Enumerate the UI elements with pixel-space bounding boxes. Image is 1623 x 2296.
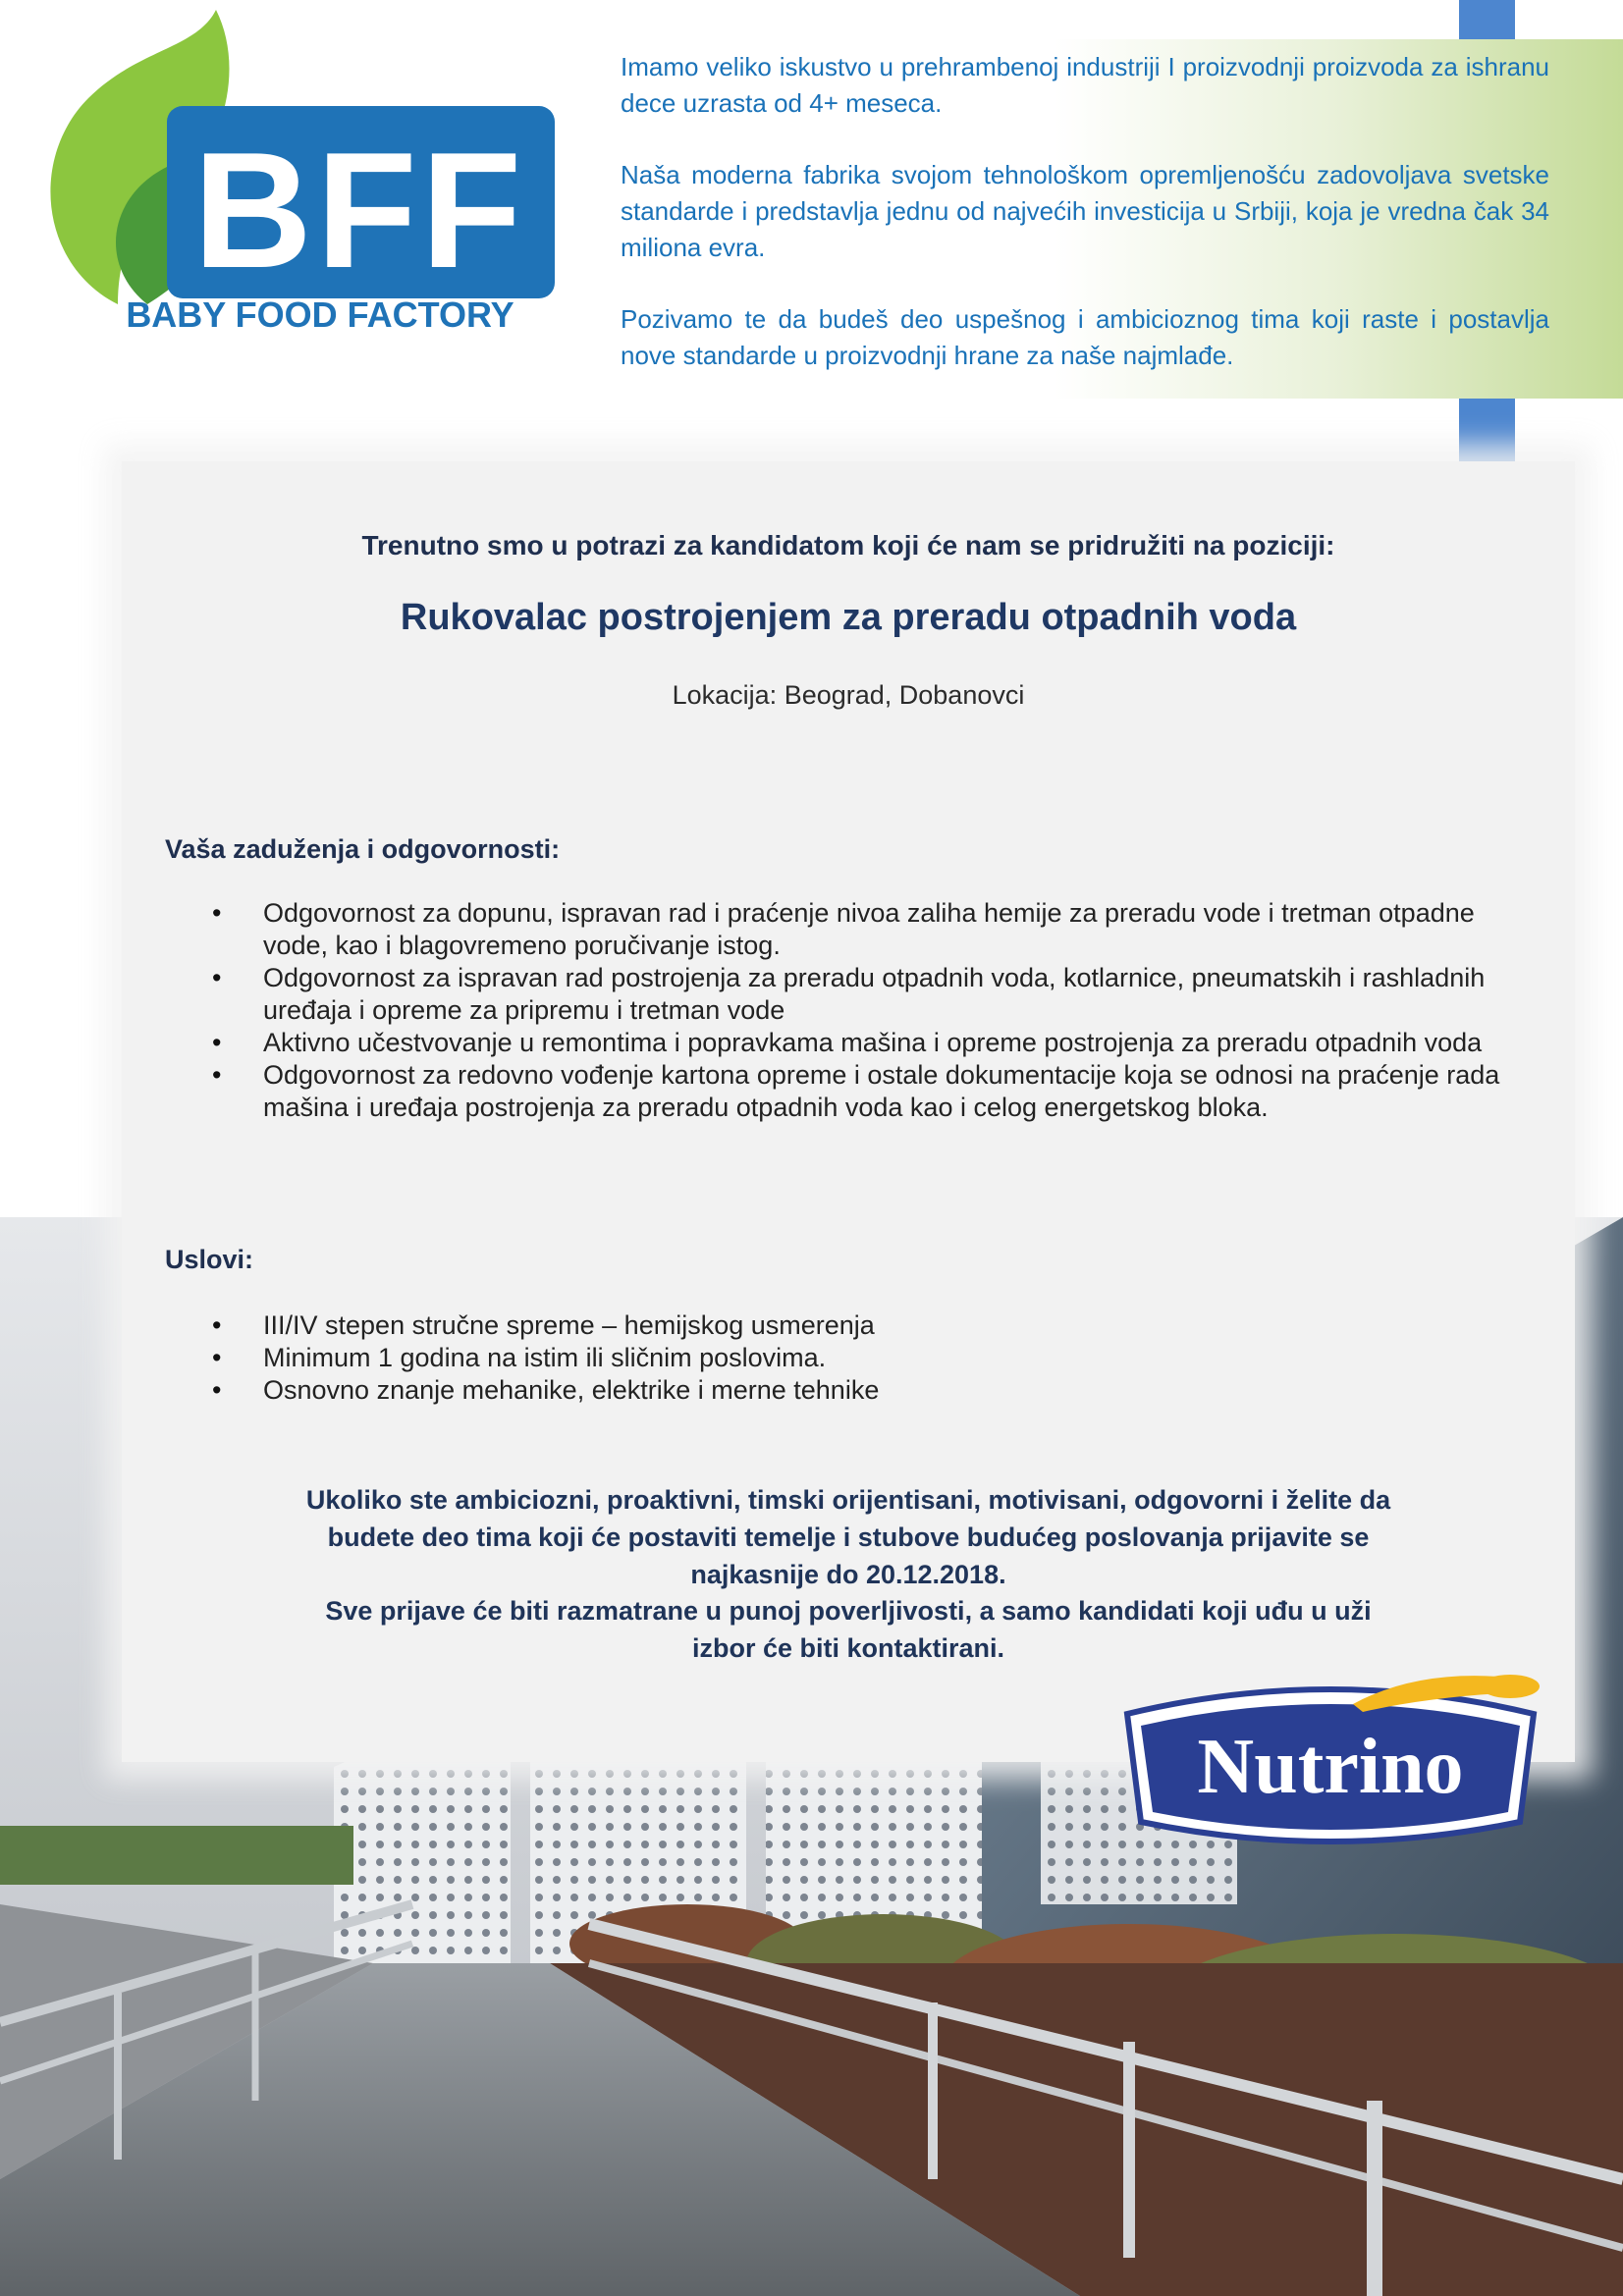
intro-paragraph-3: Pozivamo te da budeš deo uspešnog i ambicioznog tima koji raste i postavlja nove standarde u proizvodnji hrane za naše najmlađe.	[621, 304, 1549, 370]
list-item: • Minimum 1 godina na istim ili sličnim poslovima.	[212, 1342, 1292, 1374]
conditions-list	[212, 1309, 1292, 1407]
job-intro-line: Trenutno smo u potrazi za kandidatom koji će nam se pridružiti na poziciji:	[361, 530, 1335, 561]
list-item: • Odgovornost za ispravan rad postrojenja za preradu otpadnih voda, kotlarnice, pneumatskih i rashladnih uređaja i opreme za pripremu i tretman vode	[212, 962, 1528, 1027]
list-item: • III/IV stepen stručne spreme – hemijskog usmerenja	[212, 1309, 1292, 1342]
closing-privacy-note: Sve prijave će biti razmatrane u punoj poverljivosti, a samo kandidati koji uđu u uži izbor će biti kontaktirani.	[325, 1596, 1372, 1663]
conditions-heading: Uslovi:	[165, 1245, 254, 1274]
duties-heading: Vaša zaduženja i odgovornosti:	[165, 834, 561, 864]
duties-list	[212, 897, 1528, 1124]
company-intro	[621, 49, 1549, 409]
nutrino-logo	[1108, 1675, 1553, 1849]
job-title: Rukovalac postrojenjem za preradu otpadnih voda	[400, 597, 1297, 638]
list-item: • Aktivno učestvovanje u remontima i popravkama mašina i opreme postrojenja za preradu otpadnih voda	[212, 1027, 1528, 1059]
bff-logo	[39, 10, 560, 344]
list-item: • Odgovornost za redovno vođenje kartona opreme i ostale dokumentacije koja se odnosi na praćenje rada mašina i uređaja postrojenja za preradu otpadnih voda kao i celog energetskog bloka.	[212, 1059, 1528, 1124]
list-item: • Odgovornost za dopunu, ispravan rad i praćenje nivoa zaliha hemije za preradu vode i tretman otpadne vode, kao i blagovremeno poručivanje istog.	[212, 897, 1528, 962]
intro-paragraph-2: Naša moderna fabrika svojom tehnološkom opremljenošću zadovoljava svetske standarde i predstavlja jednu od najvećih investicija u Srbiji, koja je vredna čak 34 miliona evra.	[621, 160, 1549, 262]
job-location: Lokacija: Beograd, Dobanovci	[672, 680, 1025, 710]
closing-call-to-action: Ukoliko ste ambiciozni, proaktivni, timski orijentisani, motivisani, odgovorni i želite da budete deo tima koji će postaviti temelje i stubove budućeg poslovanja prijavite se najkasnije do 20.12.2018.	[305, 1485, 1391, 1589]
logo-letters: BFF	[192, 118, 526, 302]
nutrino-wordmark: Nutrino	[1197, 1724, 1464, 1810]
logo-name: BABY FOOD FACTORY	[126, 294, 514, 335]
list-item: • Osnovno znanje mehanike, elektrike i merne tehnike	[212, 1374, 1292, 1407]
intro-paragraph-1: Imamo veliko iskustvo u prehrambenoj industriji I proizvodnji proizvoda za ishranu dece uzrasta od 4+ meseca.	[621, 52, 1549, 118]
